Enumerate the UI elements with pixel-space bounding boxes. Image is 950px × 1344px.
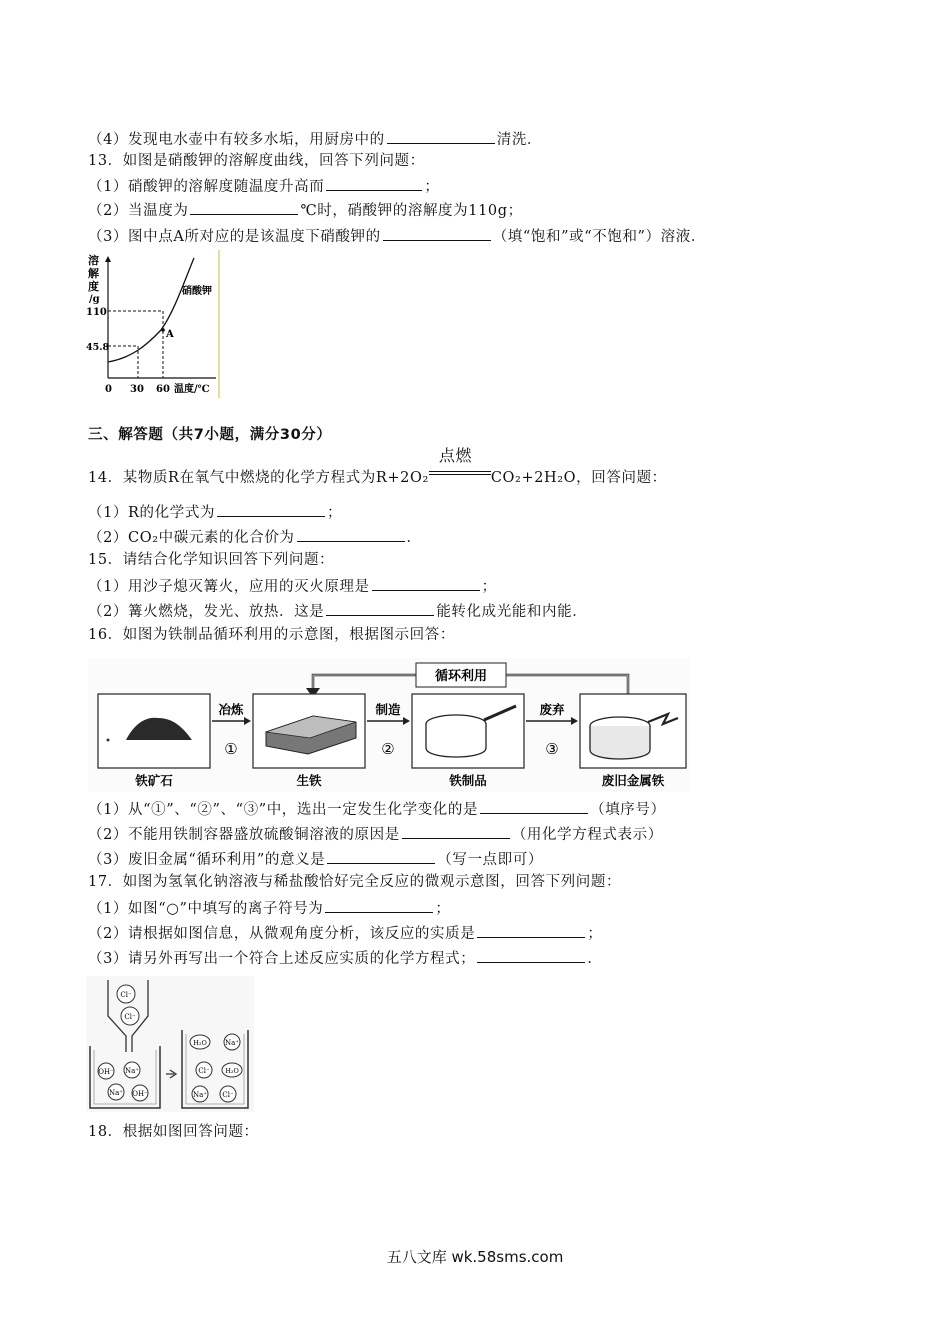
ion-label: OH⁻ — [98, 1068, 114, 1076]
q15-1-line — [88, 575, 497, 597]
x-tick-0: 0 — [105, 384, 112, 395]
ylabel-char: 度 — [88, 280, 99, 293]
q17-2-tail: ； — [587, 926, 603, 942]
answer-blank — [480, 798, 588, 814]
stage-label: 生铁 — [296, 773, 322, 788]
q14-1-tail: ； — [327, 505, 343, 521]
q13-2-line — [88, 199, 523, 221]
q14-2-text: （2）CO₂中碳元素的化合价为 — [88, 530, 295, 546]
ion-label: OH⁻ — [132, 1090, 148, 1098]
point-a — [161, 328, 165, 332]
answer-blank — [217, 501, 325, 517]
q13-1-line — [88, 175, 439, 197]
q16-1-line — [88, 798, 666, 820]
answer-blank — [297, 526, 405, 542]
page-footer: 五八文库 wk.58sms.com — [386, 1248, 564, 1266]
ion-label: Cl⁻ — [124, 1013, 136, 1021]
q14-1-text: （1）R的化学式为 — [88, 505, 216, 521]
q14-1-line — [88, 501, 342, 523]
q15-2-text: （2）篝火燃烧，发光、放热．这是 — [88, 604, 325, 620]
q16-3-tail: （写一点即可） — [437, 852, 543, 868]
old-pot-body — [590, 726, 650, 759]
q13-3-tail: （填“饱和”或“不饱和”）溶液． — [492, 229, 706, 245]
ylabel-char: 溶 — [88, 254, 99, 267]
q16-1-tail: （填序号） — [590, 802, 666, 818]
ion-label: Cl⁻ — [120, 991, 132, 999]
iron-cycle-svg — [88, 658, 690, 792]
q14-tail: CO₂+2H₂O，回答问题： — [490, 470, 667, 486]
q16-2-line — [88, 823, 663, 845]
q17-1-line — [88, 897, 451, 919]
q18-text: 18．根据如图回答问题： — [88, 1124, 259, 1140]
loop-label: 循环利用 — [434, 669, 488, 684]
q12-4-text: （4）发现电水壶中有较多水垢，用厨房中的 — [88, 132, 385, 148]
q16-3-text: （3）废旧金属“循环利用”的意义是 — [88, 852, 326, 868]
answer-blank — [372, 575, 480, 591]
q16-2-tail: （用化学方程式表示） — [511, 827, 663, 843]
ion-label: Na⁺ — [193, 1091, 207, 1099]
q17-1-tail: ； — [435, 901, 451, 917]
q17-3-tail: ． — [587, 951, 603, 967]
q15-1-text: （1）用沙子熄灭篝火，应用的灭火原理是 — [88, 579, 370, 595]
q12-4-line — [88, 128, 542, 150]
q15-2-tail: 能转化成光能和内能． — [436, 604, 588, 620]
arrow-1-label: 冶炼 — [218, 702, 244, 717]
xlabel: 温度/℃ — [174, 384, 210, 395]
q12-4-tail: 清洗． — [496, 132, 543, 148]
solubility-curve-figure — [86, 250, 226, 398]
ore-dot — [107, 739, 110, 742]
q17-3-line — [88, 947, 602, 969]
stage-label: 铁制品 — [449, 773, 487, 788]
q16-1-text: （1）从“①”、“②”、“③”中，选出一定发生化学变化的是 — [88, 802, 479, 818]
ion-label: Na⁺ — [125, 1067, 139, 1075]
q15-title — [88, 550, 334, 570]
y-axis-arrow — [105, 256, 111, 262]
q17-2-line — [88, 922, 602, 944]
condition-text: 点燃 — [438, 446, 473, 465]
ion-label: H₂O — [225, 1067, 239, 1075]
q13-3-line — [88, 225, 706, 247]
eq-line-top — [429, 471, 491, 472]
pot-body — [426, 724, 486, 757]
q17-1-text: （1）如图“○”中填写的离子符号为 — [88, 901, 324, 917]
y-tick-110: 110 — [86, 307, 107, 318]
q16-2-text: （2）不能用铁制容器盛放硫酸铜溶液的原因是 — [88, 827, 400, 843]
q17-title — [88, 872, 621, 892]
q13-1-text: （1）硝酸钾的溶解度随温度升高而 — [88, 179, 325, 195]
q15-1-tail: ； — [481, 579, 497, 595]
iron-cycle-figure — [88, 658, 690, 792]
arrow-3-label: 废弃 — [539, 702, 565, 717]
answer-blank — [477, 922, 585, 938]
arrow-2-num: ② — [381, 740, 395, 758]
arrow-1-num: ① — [224, 740, 238, 758]
q14-text: 14．某物质R在氧气中燃烧的化学方程式为R+2O₂ — [88, 470, 429, 486]
arrow-2-label: 制造 — [375, 702, 401, 717]
ion-label: H₂O — [193, 1039, 207, 1047]
answer-blank — [387, 128, 495, 144]
answer-blank — [477, 947, 585, 963]
ylabel-char: /g — [89, 294, 100, 305]
q13-title — [88, 151, 425, 171]
q17-2-text: （2）请根据如图信息，从微观角度分析，该反应的实质是 — [88, 926, 476, 942]
answer-blank — [327, 848, 435, 864]
q16-title — [88, 625, 455, 645]
answer-blank — [402, 823, 510, 839]
q15-text: 15．请结合化学知识回答下列问题： — [88, 552, 335, 568]
ion-label: Na⁺ — [225, 1039, 239, 1047]
answer-blank — [325, 897, 433, 913]
point-a-label: A — [166, 329, 174, 340]
q16-text: 16．如图为铁制品循环利用的示意图，根据图示回答： — [88, 627, 455, 643]
answer-blank — [190, 199, 298, 215]
micro-svg — [86, 976, 254, 1112]
stage-label: 铁矿石 — [135, 773, 173, 788]
ion-label: Cl⁻ — [198, 1067, 210, 1075]
x-tick-60: 60 — [156, 384, 170, 395]
ylabel-char: 解 — [88, 267, 99, 280]
ion-label: Na⁺ — [109, 1089, 123, 1097]
q14-2-line — [88, 526, 422, 548]
reaction-condition — [429, 446, 491, 482]
stage-label: 废旧金属铁 — [601, 773, 665, 788]
section-heading — [88, 425, 331, 445]
answer-blank — [383, 225, 491, 241]
micro-reaction-figure — [86, 976, 254, 1112]
ion-label: Cl⁻ — [222, 1091, 234, 1099]
q18-title — [88, 1122, 259, 1142]
q17-3-text: （3）请另外再写出一个符合上述反应实质的化学方程式； — [88, 951, 476, 967]
y-tick-45: 45.8 — [86, 342, 110, 353]
q16-3-line — [88, 848, 543, 870]
answer-blank — [326, 600, 434, 616]
section-heading-text: 三、解答题（共7小题，满分30分） — [88, 427, 332, 443]
q13-text: 13．如图是硝酸钾的溶解度曲线，回答下列问题： — [88, 153, 425, 169]
q13-3-text: （3）图中点A所对应的是该温度下硝酸钾的 — [88, 229, 381, 245]
eq-line-bottom — [429, 474, 491, 475]
q14-line — [88, 446, 667, 488]
q17-text: 17．如图为氢氧化钠溶液与稀盐酸恰好完全反应的微观示意图，回答下列问题： — [88, 874, 622, 890]
q14-2-tail: ． — [406, 530, 422, 546]
x-tick-30: 30 — [130, 384, 144, 395]
q13-1-tail: ； — [424, 179, 440, 195]
answer-blank — [326, 175, 422, 191]
arrow-3-num: ③ — [545, 740, 559, 758]
solubility-chart-svg — [86, 250, 226, 398]
q15-2-line — [88, 600, 587, 622]
q13-2-text: （2）当温度为 — [88, 203, 189, 219]
q13-2-tail: ℃时，硝酸钾的溶解度为110g； — [300, 203, 523, 219]
series-label: 硝酸钾 — [182, 286, 212, 297]
